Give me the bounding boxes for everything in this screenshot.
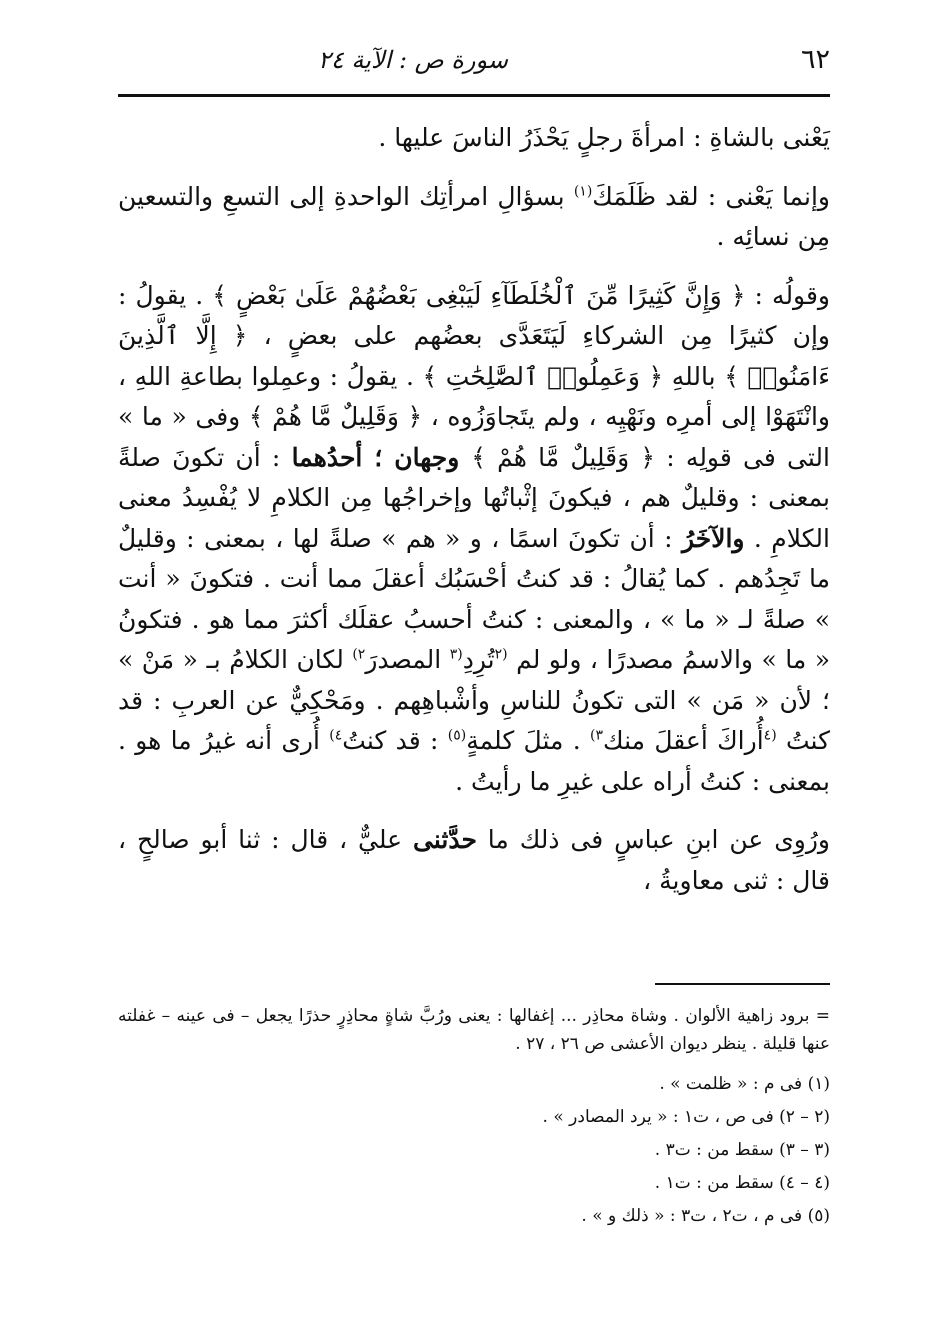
quran-quote-3: ﴿ وَعَمِلُوا۟ ٱلصَّٰلِحَٰتِ ﴾: [422, 361, 664, 391]
running-title: سورة ص : الآية ٢٤: [318, 46, 508, 74]
quran-quote-5: ﴿ وَقَلِيلٌ مَّا هُمْ ﴾: [471, 442, 656, 472]
p3-text-11: أُراكَ أعقلَ منك: [603, 726, 764, 755]
footnote-ref-3-open: (٣: [449, 646, 463, 663]
footnotes: [118, 1002, 830, 1235]
quran-quote-1: ﴿ وَإِنَّ كَثِيرًا مِّنَ ٱلْخُلَطَآءِ لَيَبْغِى بَعْضُهُمْ عَلَىٰ بَعْضٍ ﴾: [212, 280, 746, 310]
paragraph-2-text-a: وإنما يَعْنى : لقد ظَلَمَكَ: [592, 181, 830, 211]
footnote-ref-2-open: (٢: [494, 646, 508, 663]
footnote-ref-5: (٥): [447, 727, 467, 744]
p3-text-14: أُرى أنه غيرُ ما هو . بمعنى : كنتُ أراه على غيرِ ما رأيتُ .: [118, 726, 830, 796]
paragraph-4: [118, 820, 830, 901]
paragraph-2-text-b: بسؤالِ امرأتِك الواحدةِ إلى التسعِ والتسعين مِن نسائِه .: [118, 181, 830, 251]
p3-text-8: تُرِدِ: [462, 645, 495, 674]
p3-text-10: لكان الكلامُ بـ « مَنْ » ؛ لأن « مَن » التى تكونُ للناسِ وأشْباهِهم . ومَحْكِيٌّ عن العربِ : قد كنتُ: [118, 645, 830, 755]
footnote-4: (٤ – ٤) سقط من : ت١ .: [654, 1173, 830, 1193]
p4-text-a: ورُوِى عن ابنِ عباسٍ فى ذلك ما: [476, 825, 831, 854]
quran-quote-4: ﴿ وَقَلِيلٌ مَّا هُمْ ﴾: [248, 402, 423, 431]
header-rule: [118, 94, 830, 97]
footnote-5: (٥) فى م ، ت٢ ، ت٣ : « ذلك و » .: [581, 1206, 830, 1226]
footnote-1: (١) فى م : « ظلمت » .: [659, 1074, 830, 1094]
footnote-ref-4-open: (٤: [763, 727, 777, 744]
p3-bold-1: وجهان ؛ أحدُهما: [291, 442, 472, 472]
p3-text-5: وفى « ما » التى فى قولِه :: [118, 402, 830, 472]
p3-text-2: . يقولُ : وإن كثيرًا مِن الشركاءِ لَيَتَعَدَّى بعضُهم على بعضٍ ،: [118, 280, 831, 350]
p3-text-13: : قد كنتُ: [342, 726, 448, 755]
paragraph-3: [118, 276, 830, 803]
main-text: [118, 118, 830, 901]
p4-text-c: عليٌّ ، قال : ثنا أبو صالحٍ ، قال : ثنى معاويةُ ،: [118, 825, 830, 895]
footnote-rule: [655, 983, 830, 985]
footnote-3: (٣ – ٣) سقط من : ت٣ .: [654, 1140, 830, 1160]
p3-text-7: : أن تكونَ اسمًا ، و « هم » صلةً لها ، بمعنى : وقليلٌ ما تَجِدُهم . كما يُقالُ : قد كنتُ أحْسَبُك أعقلَ مما أنت . فتكونَ « أنت » صلةً لـ « ما » ، والمعنى : كنتُ أحسبُ عقلَك أكثرَ مما هو . فتكونُ « ما » والاسمُ مصدرًا ، ولو لم: [118, 523, 831, 674]
footnote-ref-2-close: ٢): [352, 646, 366, 663]
footnote-2: (٢ – ٢) فى ص ، ت١ : « يرد المصادر » .: [542, 1107, 830, 1127]
p3-bold-2: والآخَرُ: [681, 523, 745, 553]
paragraph-1-text: يَعْنى بالشاةِ : امرأةَ رجلٍ يَحْذَرُ الناسَ عليها .: [378, 123, 830, 152]
footnote-continuation: = برود زاهية الألوان . وشاة محاذِر ... إغفالها : يعنى ورُبَّ شاةٍ محاذِرٍ حذرًا يجعل – فى عينه – غفلته عنها قليلة . ينظر ديوان الأعشى ص ٢٦ ، ٢٧ .: [118, 1006, 830, 1054]
p3-text-1: وقولُه :: [745, 280, 830, 310]
page-number: ٦٢: [800, 44, 830, 75]
p4-bold: حدَّثنى: [412, 825, 477, 854]
paragraph-1: [118, 118, 830, 159]
p3-text-12: . مثلَ كلمةٍ: [466, 726, 590, 755]
p3-text-3: باللهِ: [663, 361, 725, 391]
footnote-ref-3-close: ٣): [590, 727, 603, 744]
quran-quote-2: ﴿ إِلَّا ٱلَّذِينَ ءَامَنُوا۟ ﴾: [118, 321, 831, 391]
page-header: [118, 40, 830, 90]
p3-text-4: . يقولُ : وعمِلوا بطاعةِ اللهِ ، وانْتَهَوْا إلى أمرِه ونَهْيِه ، ولم يتَجاوَزُوه ،: [118, 361, 831, 431]
p3-text-6: : أن تكونَ صلةً بمعنى : وقليلٌ هم ، فيكونَ إثْباتُها وإخراجُها مِن الكلامِ لا يُفْسِدُ معنى الكلامِ .: [118, 442, 830, 553]
paragraph-2: [118, 177, 830, 258]
footnote-ref-4-close: ٤): [329, 727, 343, 744]
p3-text-9: المصدرَ: [365, 645, 450, 674]
footnote-ref-1: (١): [573, 183, 593, 200]
